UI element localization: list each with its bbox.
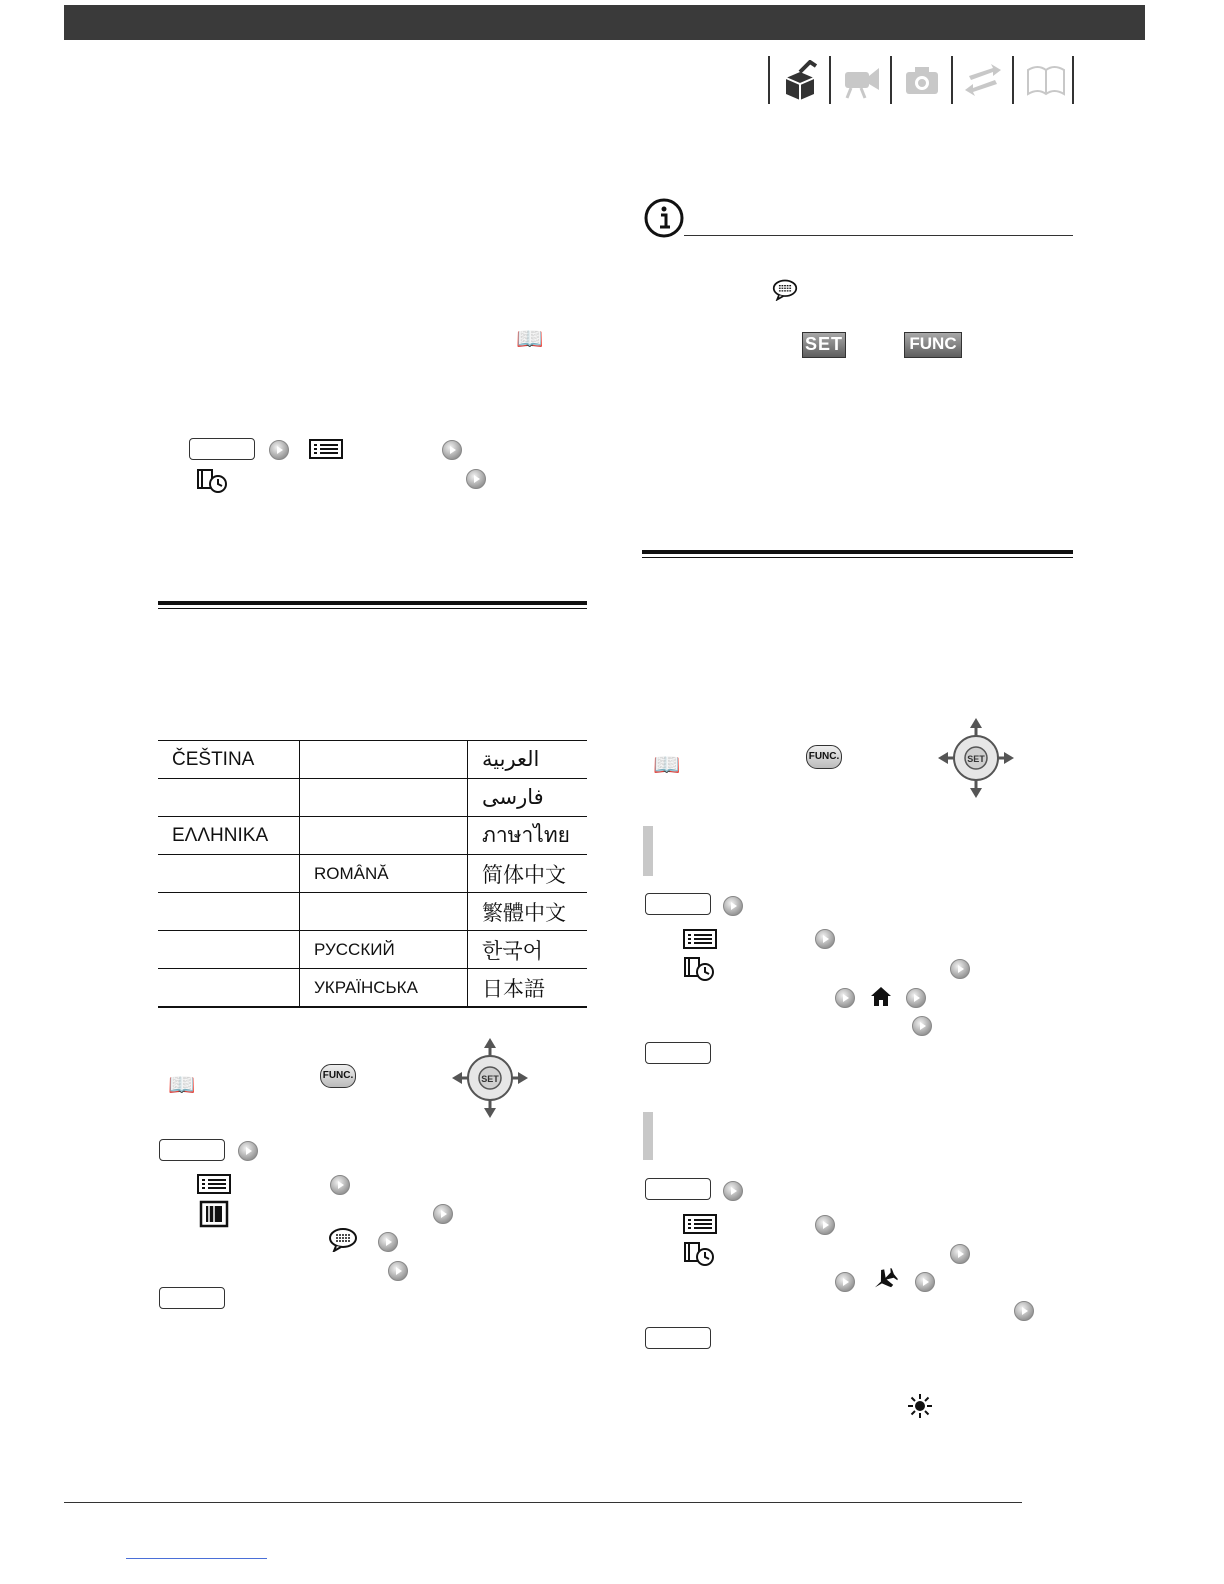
menu-button[interactable] (645, 1042, 711, 1064)
table-cell[interactable]: УКРАЇНСЬКА (300, 969, 468, 1008)
table-cell[interactable] (300, 741, 468, 779)
next-arrow-icon (1014, 1301, 1034, 1321)
next-arrow-icon (815, 929, 835, 949)
table-cell[interactable] (300, 817, 468, 855)
table-cell[interactable]: ΕΛΛΗΝΙΚΑ (158, 817, 300, 855)
next-arrow-icon (815, 1215, 835, 1235)
table-cell[interactable]: العربية (468, 741, 588, 779)
menu-icon (197, 1174, 231, 1194)
table-cell[interactable] (158, 893, 300, 931)
video-tab[interactable] (829, 56, 889, 104)
menu-button[interactable] (645, 893, 711, 915)
table-row (158, 931, 587, 969)
sun-icon (907, 1393, 933, 1419)
header-bar (64, 5, 1145, 40)
menu-button[interactable] (645, 1327, 711, 1349)
chapter-tabs (768, 56, 1072, 104)
table-cell[interactable] (300, 779, 468, 817)
next-arrow-icon (330, 1175, 350, 1195)
menu-button[interactable] (189, 438, 255, 460)
reference-tab[interactable] (1012, 56, 1074, 104)
table-cell[interactable]: ภาษาไทย (468, 817, 588, 855)
clock-icon (683, 1241, 717, 1267)
menu-button[interactable] (645, 1178, 711, 1200)
next-arrow-icon (912, 1016, 932, 1036)
menu-icon (309, 439, 343, 459)
next-arrow-icon (269, 440, 289, 460)
clock-icon (196, 468, 230, 494)
next-arrow-icon (835, 988, 855, 1008)
set-button-icon: SET (802, 332, 846, 358)
next-arrow-icon (378, 1232, 398, 1252)
preparations-tab[interactable] (768, 56, 828, 104)
section-rule (158, 601, 587, 605)
table-cell[interactable]: 简体中文 (468, 855, 588, 893)
page-reference-book-icon: 📖 (516, 326, 544, 351)
func-button-icon: FUNC (904, 332, 962, 358)
preparations-icon (780, 60, 820, 100)
func-button-icon: FUNC. (320, 1064, 356, 1088)
table-cell[interactable]: РУССКИЙ (300, 931, 468, 969)
func-button-icon: FUNC. (806, 745, 842, 769)
next-arrow-icon (723, 896, 743, 916)
next-arrow-icon (835, 1272, 855, 1292)
table-row (158, 893, 587, 931)
joystick-set-label: SET (967, 754, 985, 764)
language-icon (772, 279, 798, 301)
table-cell[interactable]: 한국어 (468, 931, 588, 969)
next-arrow-icon (238, 1141, 258, 1161)
clock-icon (683, 956, 717, 982)
book-icon (1024, 60, 1068, 100)
photo-camera-icon (902, 60, 942, 100)
next-arrow-icon (950, 1244, 970, 1264)
menu-icon (683, 1214, 717, 1234)
menu-button[interactable] (159, 1139, 225, 1161)
page-reference-book-icon: 📖 (168, 1072, 196, 1097)
display-setup-icon (197, 1200, 231, 1230)
next-arrow-icon (906, 988, 926, 1008)
language-icon (328, 1228, 358, 1252)
home-icon (869, 985, 893, 1007)
next-arrow-icon (466, 469, 486, 489)
table-cell[interactable] (158, 969, 300, 1008)
page-reference-book-icon: 📖 (653, 752, 681, 777)
footer-rule (64, 1502, 1022, 1503)
language-table (158, 740, 587, 1008)
table-row (158, 779, 587, 817)
subheading-bar (643, 1112, 653, 1160)
table-cell[interactable]: فارسی (468, 779, 588, 817)
joystick-icon (450, 1036, 530, 1120)
table-cell[interactable] (158, 779, 300, 817)
joystick-set-label: SET (481, 1074, 499, 1084)
table-cell[interactable]: 繁體中文 (468, 893, 588, 931)
next-arrow-icon (723, 1181, 743, 1201)
subheading-bar (643, 826, 653, 876)
next-arrow-icon (433, 1204, 453, 1224)
transfer-tab[interactable] (951, 56, 1011, 104)
note-rule (684, 235, 1073, 236)
table-cell[interactable]: ČEŠTINA (158, 741, 300, 779)
table-cell[interactable] (158, 855, 300, 893)
table-row (158, 817, 587, 855)
next-arrow-icon (442, 440, 462, 460)
info-icon (643, 197, 685, 239)
table-cell[interactable] (300, 893, 468, 931)
table-row (158, 855, 587, 893)
table-cell[interactable] (158, 931, 300, 969)
transfer-icon (963, 60, 1003, 100)
section-rule (642, 550, 1073, 554)
next-arrow-icon (915, 1272, 935, 1292)
video-camera-icon (841, 60, 881, 100)
table-cell[interactable]: ROMÂNĂ (300, 855, 468, 893)
table-row (158, 969, 587, 1008)
footer-link[interactable] (126, 1558, 267, 1559)
table-row (158, 741, 587, 779)
next-arrow-icon (388, 1261, 408, 1281)
menu-icon (683, 929, 717, 949)
next-arrow-icon (950, 959, 970, 979)
table-cell[interactable]: 日本語 (468, 969, 588, 1008)
airplane-icon (870, 1268, 898, 1294)
joystick-icon (936, 716, 1016, 800)
menu-button[interactable] (159, 1287, 225, 1309)
photo-tab[interactable] (890, 56, 950, 104)
